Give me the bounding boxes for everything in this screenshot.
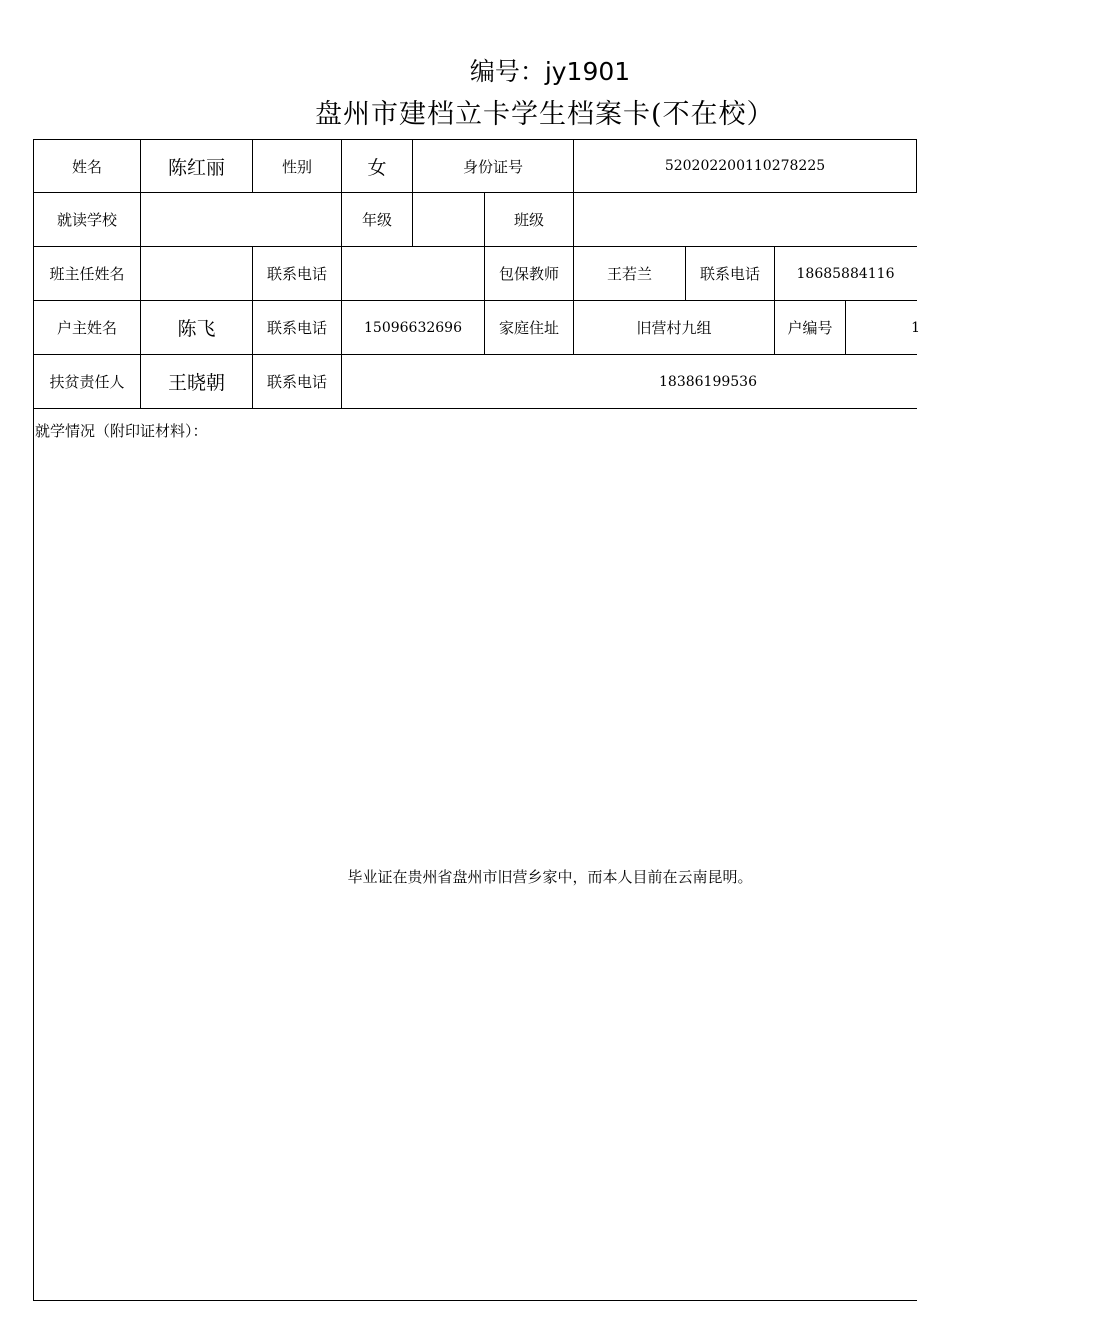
gender-value: 女 [367, 156, 387, 179]
class-label: 班级 [513, 211, 544, 229]
guarantee-teacher-phone-value: 18685884116 [796, 265, 895, 282]
school-label: 就读学校 [56, 211, 117, 229]
page-title: 盘州市建档立卡学生档案卡(不在校） [315, 99, 775, 130]
id-number-label: 身份证号 [462, 157, 523, 176]
guarantee-teacher-label: 包保教师 [498, 265, 559, 283]
grade-label: 年级 [361, 211, 392, 229]
gender-label: 性别 [281, 157, 312, 176]
householder-value: 陈飞 [177, 318, 216, 340]
guarantee-teacher-value: 王若兰 [606, 265, 652, 283]
guarantee-teacher-phone-label: 联系电话 [699, 265, 760, 283]
grid-line [33, 1300, 917, 1301]
grid-line [33, 408, 917, 409]
responsible-person-phone-label: 联系电话 [266, 373, 327, 391]
name-label: 姓名 [71, 157, 102, 176]
householder-phone-label: 联系电话 [266, 319, 327, 337]
responsible-person-phone-value: 18386199536 [659, 373, 757, 390]
householder-label: 户主姓名 [56, 319, 117, 337]
address-label: 家庭住址 [498, 319, 559, 337]
household-number-value [846, 301, 920, 354]
householder-phone-value: 15096632696 [364, 319, 462, 336]
responsible-person-label: 扶贫责任人 [49, 373, 125, 391]
serial-number: 编号：jy1901 [469, 57, 631, 86]
id-number-value: 520202200110278225 [664, 158, 826, 174]
head-teacher-phone-label: 联系电话 [266, 265, 327, 283]
household-number-text: 1 [911, 319, 920, 336]
education-note: 毕业证在贵州省盘州市旧营乡家中，而本人目前在云南昆明。 [347, 868, 753, 886]
head-teacher-value [141, 247, 252, 300]
head-teacher-label: 班主任姓名 [49, 265, 125, 283]
school-value [141, 193, 341, 246]
class-value [574, 193, 916, 246]
head-teacher-phone-value [342, 247, 484, 300]
name-value: 陈红丽 [167, 156, 225, 179]
household-number-label: 户编号 [787, 319, 833, 337]
responsible-person-value: 王晓朝 [167, 372, 225, 394]
address-value: 旧营村九组 [636, 319, 712, 337]
education-section-label: 就学情况（附印证材料）： [35, 422, 208, 440]
grid-line [916, 139, 917, 193]
grade-value [413, 193, 484, 246]
